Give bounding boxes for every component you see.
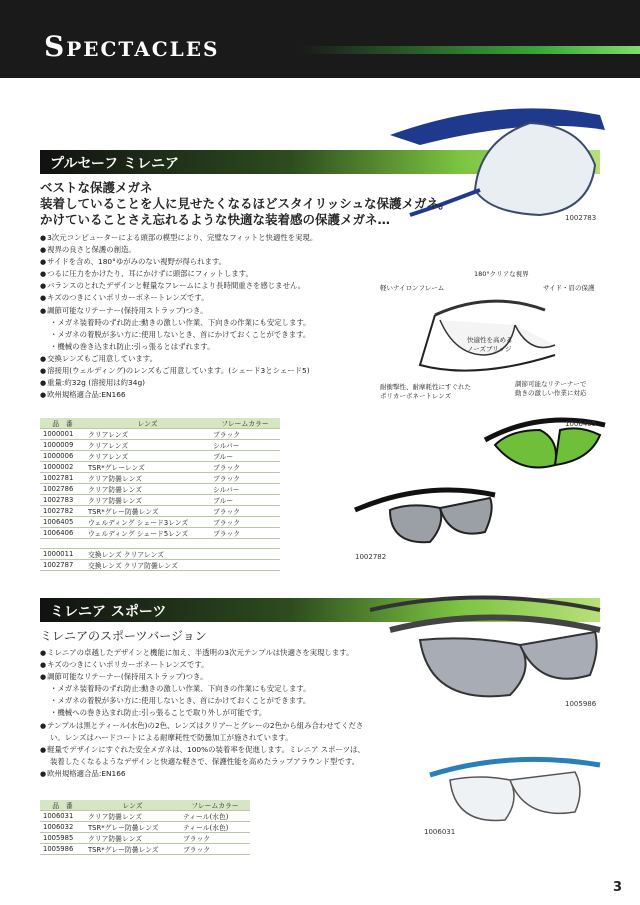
list-item: ● 重量:約32g (溶接用は約34g) — [40, 377, 317, 389]
annotation-line: ポリカーボネートレンズ — [380, 392, 452, 400]
feature-list — [40, 647, 365, 780]
table-cell: ブラック — [180, 844, 250, 855]
list-item: ● ミレニアの卓越したデザインと機能に加え、半透明の3次元テンプルは快適さを実現します。 — [40, 647, 365, 659]
table-spacer-row — [40, 539, 280, 549]
glasses-black-illustration — [350, 480, 500, 560]
table-cell: 1002782 — [40, 506, 85, 517]
list-item: ● サイドを含め、180°ゆがみのない視野が得られます。 — [40, 256, 317, 268]
table-cell: シルバー — [210, 440, 280, 451]
table-header: フレームカラー — [180, 800, 250, 811]
list-item: ● 3次元コンピューターによる頭部の模型により、完璧なフィットと快適性を実現。 — [40, 232, 317, 244]
table-header: 品 番 — [40, 418, 85, 429]
list-item: ● 調節可能なリテーナー(保持用ストラップ)つき。 — [40, 305, 317, 317]
annotation-label: 180°クリアな視界 — [474, 270, 529, 278]
table-cell: クリアレンズ — [85, 429, 210, 440]
table-cell: TSR*グレー防曇レンズ — [85, 844, 180, 855]
section-heading-text: ミレニア スポーツ — [50, 604, 167, 620]
list-item: ・メガネの着脱が多い方に:使用しないとき、首にかけておくことができます。 — [50, 329, 311, 339]
glasses-diagram-illustration — [415, 285, 565, 385]
list-item: ・メガネの着脱が多い方に:使用しないとき、首にかけておくことができます。 — [50, 696, 311, 706]
table-cell: 1005985 — [40, 833, 85, 844]
table-row — [40, 528, 280, 539]
table-header: 品 番 — [40, 800, 85, 811]
table-cell: ブルー — [210, 451, 280, 462]
table-row — [40, 484, 280, 495]
lead-text-block — [40, 628, 207, 644]
table-row — [40, 451, 280, 462]
table-cell: ブラック — [210, 462, 280, 473]
list-item: ● 欧州規格適合品:EN166 — [40, 768, 365, 780]
table-row — [40, 473, 280, 484]
list-item: 装着したくなるようなデザインと快適な軽さで、保護性能を高めたラップアラウンド型です。 — [50, 756, 360, 766]
list-item: ● つるに圧力をかけたり、耳にかけずに頭部にフィットします。 — [40, 268, 317, 280]
list-item: ● 軽量でデザインにすぐれた安全メガネは、100%の装着率を促進します。ミレニア スポーツは、 — [40, 744, 365, 756]
table-cell: 1006406 — [40, 528, 85, 539]
list-item: ・メガネ装着時のずれ防止:動きの激しい作業、下向きの作業にも安定します。 — [50, 317, 311, 327]
table-cell: 1006032 — [40, 822, 85, 833]
list-item: ● 調節可能なリテーナー(保持用ストラップ)つき。 — [40, 671, 365, 683]
annotation-label — [467, 336, 513, 354]
page-title: Spectacles — [44, 30, 220, 63]
table-cell: クリア防曇レンズ — [85, 484, 210, 495]
annotation-line: 動きの激しい作業に対応 — [515, 389, 587, 397]
page-number: 3 — [612, 880, 622, 895]
table-cell: ブラック — [210, 528, 280, 539]
table-cell: 1000002 — [40, 462, 85, 473]
table-cell — [210, 549, 280, 560]
annotation-line: 耐衝撃性、耐摩耗性にすぐれた — [380, 383, 471, 391]
list-item: ● キズのつきにくいポリカーボネートレンズです。 — [40, 659, 365, 671]
annotation-label — [380, 383, 471, 401]
table-cell: 1000009 — [40, 440, 85, 451]
table-cell: クリアレンズ — [85, 440, 210, 451]
list-item: ● 視界の良さと保護の創造。 — [40, 244, 317, 256]
table-cell: クリア防曇レンズ — [85, 473, 210, 484]
table-cell: ブラック — [210, 517, 280, 528]
table-row — [40, 811, 250, 822]
annotation-label: サイド・眉の保護 — [543, 284, 595, 292]
table-cell: クリア防曇レンズ — [85, 495, 210, 506]
list-item: ● テンプルは黒とティール(水色)の2色、レンズはクリアーとグレーの2色から組み合わせてくださ — [40, 720, 365, 732]
annotation-line: 調節可能なリテーナーで — [515, 380, 587, 388]
product-code-label: 1006405 — [565, 420, 597, 428]
table-cell: 1002786 — [40, 484, 85, 495]
table-header: レンズ — [85, 418, 210, 429]
product-code-label: 1005986 — [565, 700, 597, 708]
table-cell: 1000011 — [40, 549, 85, 560]
table-row — [40, 517, 280, 528]
table-cell: TSR*グレー防曇レンズ — [85, 822, 180, 833]
annotation-label: 軽いナイロンフレーム — [380, 284, 445, 292]
table-cell: ティール(水色) — [180, 811, 250, 822]
table-cell: 1000001 — [40, 429, 85, 440]
lead-line: 装着していることを人に見せたくなるほどスタイリッシュな保護メガネ。 — [40, 196, 451, 211]
table-cell: TSR*グレーレンズ — [85, 462, 210, 473]
page-header — [0, 0, 640, 78]
product-code-label: 1002783 — [565, 214, 597, 222]
table-cell: クリア防曇レンズ — [85, 833, 180, 844]
table-cell: ティール(水色) — [180, 822, 250, 833]
table-cell: 1006031 — [40, 811, 85, 822]
table-cell: TSR*グレー防曇レンズ — [85, 506, 210, 517]
table-cell: ブルー — [210, 495, 280, 506]
list-item: ● 溶接用(ウェルディング)のレンズもご用意しています。(シェード3とシェード5) — [40, 365, 317, 377]
lead-line: ミレニアのスポーツバージョン — [40, 629, 207, 643]
lead-text-block — [40, 180, 451, 228]
list-item: ● 交換レンズもご用意しています。 — [40, 353, 317, 365]
product-code-label: 1006031 — [424, 828, 456, 836]
list-item: ・機械の巻き込まれ防止:引っ張るとはずれます。 — [50, 341, 215, 351]
table-cell: 1002783 — [40, 495, 85, 506]
table-row — [40, 440, 280, 451]
annotation-line: 快適性を高める — [467, 336, 513, 344]
table-row — [40, 495, 280, 506]
table-row — [40, 822, 250, 833]
table-cell: 交換レンズ クリア防曇レンズ — [85, 560, 210, 571]
table-cell: ウェルディング シェード3レンズ — [85, 517, 210, 528]
feature-list — [40, 232, 317, 401]
table-cell: ブラック — [210, 429, 280, 440]
table-row — [40, 506, 280, 517]
list-item: ● 欧州規格適合品:EN166 — [40, 389, 317, 401]
table-header: フレームカラー — [210, 418, 280, 429]
annotation-line: ノーズブリッジ — [467, 345, 512, 353]
table-cell: ブラック — [180, 833, 250, 844]
table-cell: 交換レンズ クリアレンズ — [85, 549, 210, 560]
table-row — [40, 560, 280, 571]
table-row — [40, 844, 250, 855]
product-table — [40, 800, 250, 855]
table-cell: 1005986 — [40, 844, 85, 855]
list-item: ・機械への巻き込まれ防止:引っ張ることで取り外しが可能です。 — [50, 708, 267, 718]
table-cell: 1002781 — [40, 473, 85, 484]
list-item: い。レンズはハードコートによる耐摩耗性で防曇加工が施されています。 — [50, 732, 293, 742]
glasses-green-illustration — [480, 400, 610, 480]
table-row — [40, 549, 280, 560]
section-heading-text: プルセーフ ミレニア — [50, 156, 180, 172]
table-cell: ウェルディング シェード5レンズ — [85, 528, 210, 539]
glasses-teal-illustration — [410, 750, 610, 840]
lead-line: ベストな保護メガネ — [40, 180, 153, 195]
annotation-label — [515, 380, 587, 398]
table-cell: シルバー — [210, 484, 280, 495]
table-row — [40, 462, 280, 473]
table-cell: ブラック — [210, 506, 280, 517]
table-header: レンズ — [85, 800, 180, 811]
list-item: ● キズのつきにくいポリカーボネートレンズです。 — [40, 292, 317, 304]
table-cell: 1006405 — [40, 517, 85, 528]
table-cell — [210, 560, 280, 571]
table-row — [40, 833, 250, 844]
product-table — [40, 418, 280, 571]
lead-line: かけていることさえ忘れるような快適な装着感の保護メガネ… — [40, 212, 391, 227]
table-cell: 1002787 — [40, 560, 85, 571]
product-code-label: 1002782 — [355, 553, 387, 561]
table-cell: 1000006 — [40, 451, 85, 462]
table-cell: クリア防曇レンズ — [85, 811, 180, 822]
list-item: ・メガネ装着時のずれ防止:動きの激しい作業、下向きの作業にも安定します。 — [50, 684, 311, 694]
list-item: ● バランスのとれたデザインと軽量なフレームにより長時間重さを感じません。 — [40, 280, 317, 292]
table-row — [40, 429, 280, 440]
table-cell: クリアレンズ — [85, 451, 210, 462]
header-glow-decoration — [300, 46, 640, 54]
table-cell: ブラック — [210, 473, 280, 484]
